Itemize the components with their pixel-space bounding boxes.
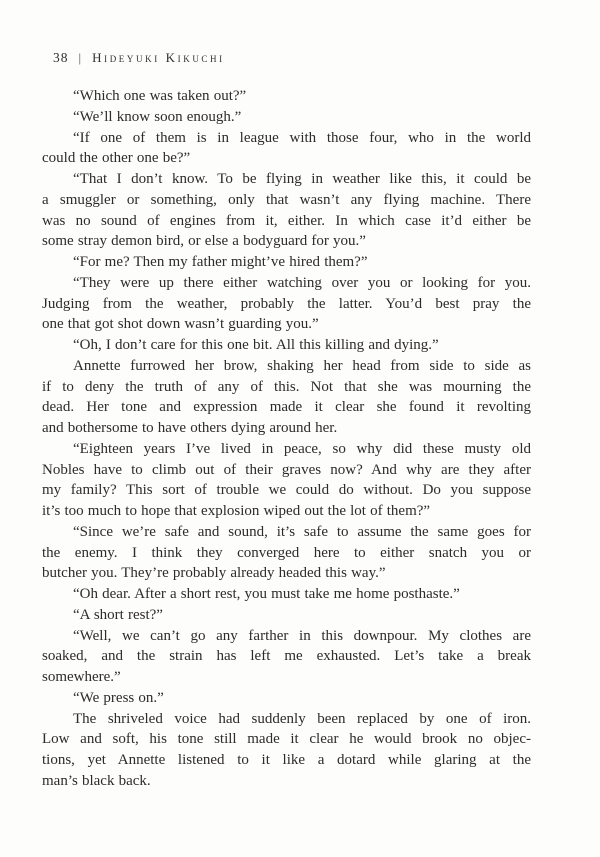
text-line: some stray demon bird, or else a bodyguard for you.” xyxy=(42,233,366,250)
text-line: “A short rest?” xyxy=(73,606,163,623)
running-title: Hideyuki Kikuchi xyxy=(92,50,225,65)
text-line: “Oh, I don’t care for this one bit. All this killing and dying.” xyxy=(73,337,439,353)
text-line: could the other one be?” xyxy=(42,150,191,167)
running-header xyxy=(53,50,600,66)
text-line: The shriveled voice had suddenly been replaced by one of iron. xyxy=(73,710,531,727)
text-line: “We press on.” xyxy=(73,689,164,706)
page-number: 38 xyxy=(53,50,69,65)
text-line: “Which one was taken out?” xyxy=(73,88,247,104)
text-line: man’s black back. xyxy=(42,772,151,789)
text-line: Nobles have to climb out of their graves now? And why are they after xyxy=(42,461,531,478)
text-line: if to deny the truth of any of this. Not that she was mourning the xyxy=(42,378,531,395)
text-line: a smuggler or something, only that wasn’t any flying machine. There xyxy=(42,191,531,208)
text-line: somewhere.” xyxy=(42,669,121,685)
text-line: and bothersome to have others dying around her. xyxy=(42,420,338,436)
text-line: the enemy. I think they converged here to either snatch you or xyxy=(42,544,531,561)
text-line: Low and soft, his tone still made it clear he would brook no objec- xyxy=(42,731,531,748)
text-line: my family? This sort of trouble we could do without. Do you suppose xyxy=(42,482,531,499)
text-line: Annette furrowed her brow, shaking her head from side to side as xyxy=(73,357,531,374)
text-line: “Since we’re safe and sound, it’s safe to assume the same goes for xyxy=(73,523,531,540)
text-line: “That I don’t know. To be flying in weather like this, it could be xyxy=(73,171,531,187)
text-line: “Oh dear. After a short rest, you must take me home posthaste.” xyxy=(73,586,460,602)
page-body xyxy=(42,86,531,792)
text-line: one that got shot down wasn’t guarding you.” xyxy=(42,316,319,333)
text-line: “We’ll know soon enough.” xyxy=(73,108,242,125)
text-line: Judging from the weather, probably the latter. You’d best pray the xyxy=(42,295,531,312)
text-line: “For me? Then my father might’ve hired them?” xyxy=(73,254,368,270)
text-line: tions, yet Annette listened to it like a dotard while glaring at the xyxy=(42,752,531,768)
text-line: it’s too much to hope that explosion wiped out the lot of them?” xyxy=(42,503,431,519)
text-line: butcher you. They’re probably already headed this way.” xyxy=(42,565,386,582)
text-line: was no sound of engines from it, either. In which case it’d either be xyxy=(42,212,531,229)
text-line: “Well, we can’t go any farther in this downpour. My clothes are xyxy=(73,627,531,644)
text-line: “They were up there either watching over you or looking for you. xyxy=(73,274,531,291)
text-line: “If one of them is in league with those four, who in the world xyxy=(73,129,531,146)
text-line: dead. Her tone and expression made it clear she found it revolting xyxy=(42,399,531,416)
header-separator: | xyxy=(78,50,82,65)
text-line: soaked, and the strain has left me exhausted. Let’s take a break xyxy=(42,648,531,665)
text-line: “Eighteen years I’ve lived in peace, so why did these musty old xyxy=(73,440,531,457)
